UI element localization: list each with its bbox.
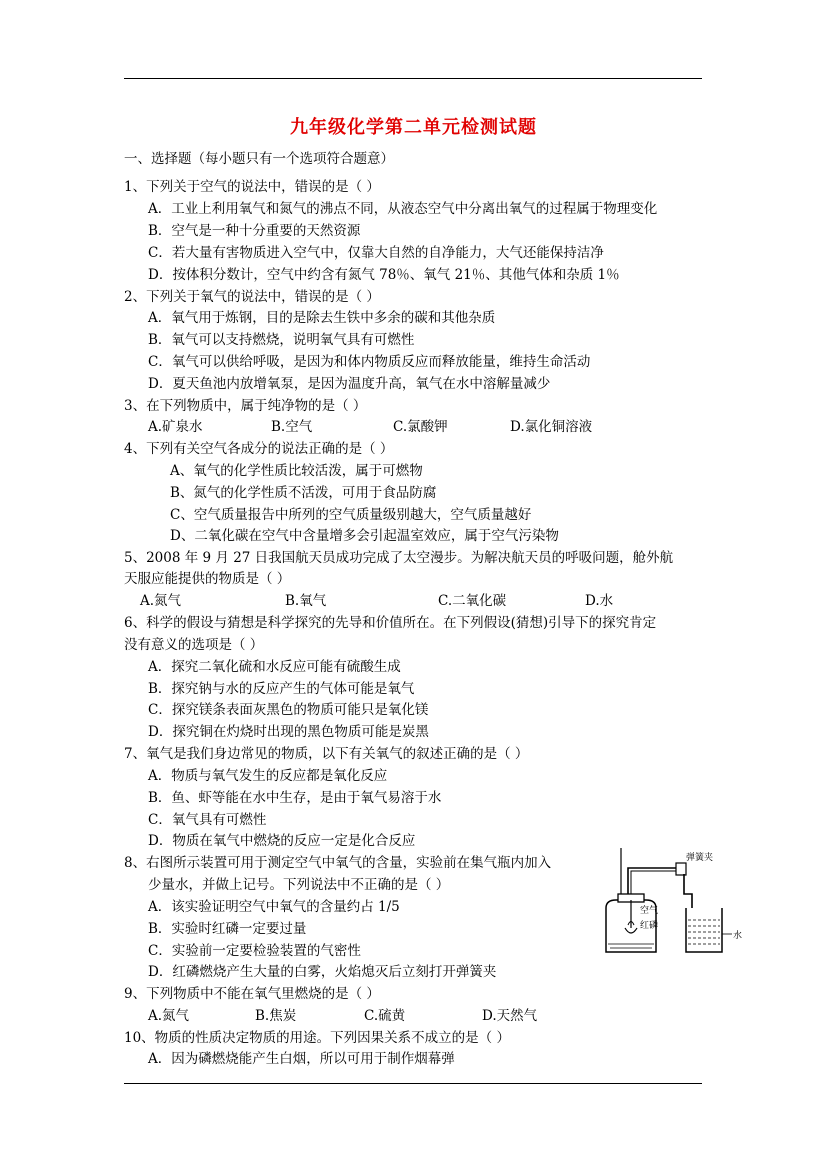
section-heading: 一、选择题（每小题只有一个选项符合题意）	[124, 151, 394, 167]
question-9-option-c: C.硫黄	[364, 1008, 406, 1024]
question-5-option-b: B.氧气	[285, 593, 327, 609]
question-8-stem-continued: 少量水，并做上记号。下列说法中不正确的是（ ）	[148, 877, 450, 893]
question-7-option-b: B．鱼、虾等能在水中生存，是由于氧气易溶于水	[148, 790, 442, 806]
delivery-tube	[684, 874, 692, 908]
question-3-stem: 3、在下列物质中，属于纯净物的是（ ）	[124, 398, 367, 414]
question-8-option-a: A．该实验证明空气中氧气的含量约占 1/5	[148, 899, 400, 915]
question-2-option-d: D．夏天鱼池内放增氧泵，是因为温度升高，氧气在水中溶解量减少	[148, 376, 551, 392]
question-5-stem: 5、2008 年 9 月 27 日我国航天员成功完成了太空漫步。为解决航天员的呼吸问题，舱外航	[124, 550, 674, 566]
question-9-option-b: B.焦炭	[255, 1008, 297, 1024]
question-5-stem-continued: 天服应能提供的物质是（ ）	[124, 571, 291, 587]
header-rule	[124, 78, 702, 79]
question-10-option-a: A．因为磷燃烧能产生白烟，所以可用于制作烟幕弹	[148, 1051, 455, 1067]
question-8-option-d: D．红磷燃烧产生大量的白雾，火焰熄灭后立刻打开弹簧夹	[148, 964, 497, 980]
question-1-stem: 1、下列关于空气的说法中，错误的是（ ）	[124, 179, 380, 195]
figure-label-clamp: 弹簧夹	[686, 853, 714, 863]
question-7-option-c: C．氧气具有可燃性	[148, 812, 267, 828]
question-4-stem: 4、下列有关空气各成分的说法正确的是（ ）	[124, 441, 394, 457]
question-9-stem: 9、下列物质中不能在氧气里燃烧的是（ ）	[124, 986, 380, 1002]
question-3-option-c: C.氯酸钾	[393, 419, 448, 435]
question-6-stem: 6、科学的假设与猜想是科学探究的先导和价值所在。在下列假设(猜想)引导下的探究肯定	[124, 615, 657, 631]
question-1-option-c: C．若大量有害物质进入空气中，仅靠大自然的自净能力，大气还能保持洁净	[148, 245, 604, 261]
question-5-option-d: D.水	[585, 593, 614, 609]
figure-label-air: 空气	[640, 906, 659, 916]
oxygen-apparatus-figure	[600, 848, 750, 958]
question-7-stem: 7、氧气是我们身边常见的物质，以下有关氧气的叙述正确的是（ ）	[124, 746, 529, 762]
question-7-option-d: D．物质在氧气中燃烧的反应一定是化合反应	[148, 833, 416, 849]
question-8-option-c: C．实验前一定要检验装置的气密性	[148, 943, 361, 959]
question-8-stem: 8、右图所示装置可用于测定空气中氧气的含量，实验前在集气瓶内加入	[124, 855, 552, 871]
question-6-option-c: C．探究镁条表面灰黑色的物质可能只是氧化镁	[148, 702, 429, 718]
question-6-option-a: A．探究二氧化硫和水反应可能有硫酸生成	[148, 659, 401, 675]
question-5-option-c: C.二氧化碳	[438, 593, 507, 609]
beaker	[686, 908, 722, 952]
question-1-option-a: A．工业上利用氧气和氮气的沸点不同，从液态空气中分离出氧气的过程属于物理变化	[148, 201, 658, 217]
question-10-stem: 10、物质的性质决定物质的用途。下列因果关系不成立的是（ ）	[124, 1030, 510, 1046]
question-3-option-b: B.空气	[271, 419, 313, 435]
question-6-option-d: D．探究铜在灼烧时出现的黑色物质可能是炭黑	[148, 724, 429, 740]
question-2-option-a: A．氧气用于炼钢，目的是除去生铁中多余的碳和其他杂质	[148, 310, 496, 326]
question-4-option-a: A、氧气的化学性质比较活泼，属于可燃物	[170, 463, 423, 479]
question-2-option-c: C．氧气可以供给呼吸，是因为和体内物质反应而释放能量，维持生命活动	[148, 354, 591, 370]
question-7-option-a: A．物质与氧气发生的反应都是氧化反应	[148, 768, 388, 784]
beaker-water	[688, 920, 720, 944]
question-2-option-b: B．氧气可以支持燃烧，说明氧气具有可燃性	[148, 332, 415, 348]
question-2-stem: 2、下列关于氧气的说法中，错误的是（ ）	[124, 289, 380, 305]
question-9-option-d: D.天然气	[482, 1008, 538, 1024]
figure-label-water: 水	[733, 931, 743, 941]
question-1-option-d: D．按体积分数计，空气中约含有氮气 78％、氧气 21％、其他气体和杂质 1％	[148, 267, 620, 283]
question-3-option-d: D.氯化铜溶液	[510, 419, 593, 435]
question-4-option-c: C、空气质量报告中所列的空气质量级别越大，空气质量越好	[170, 507, 532, 523]
figure-label-phosphorus: 红磷	[640, 921, 659, 931]
question-9-option-a: A.氮气	[148, 1008, 190, 1024]
question-4-option-d: D、二氧化碳在空气中含量增多会引起温室效应，属于空气污染物	[170, 528, 559, 544]
question-1-option-b: B．空气是一种十分重要的天然资源	[148, 223, 361, 239]
question-6-stem-continued: 没有意义的选项是（ ）	[124, 637, 264, 653]
question-3-option-a: A.矿泉水	[148, 419, 203, 435]
question-5-option-a: A.氮气	[140, 593, 182, 609]
question-6-option-b: B．探究钠与水的反应产生的气体可能是氧气	[148, 681, 415, 697]
page-title: 九年级化学第二单元检测试题	[290, 117, 537, 138]
spring-clamp	[676, 863, 686, 875]
footer-rule	[124, 1083, 702, 1084]
question-4-option-b: B、氮气的化学性质不活泼，可用于食品防腐	[170, 485, 437, 501]
question-8-option-b: B．实验时红磷一定要过量	[148, 921, 307, 937]
